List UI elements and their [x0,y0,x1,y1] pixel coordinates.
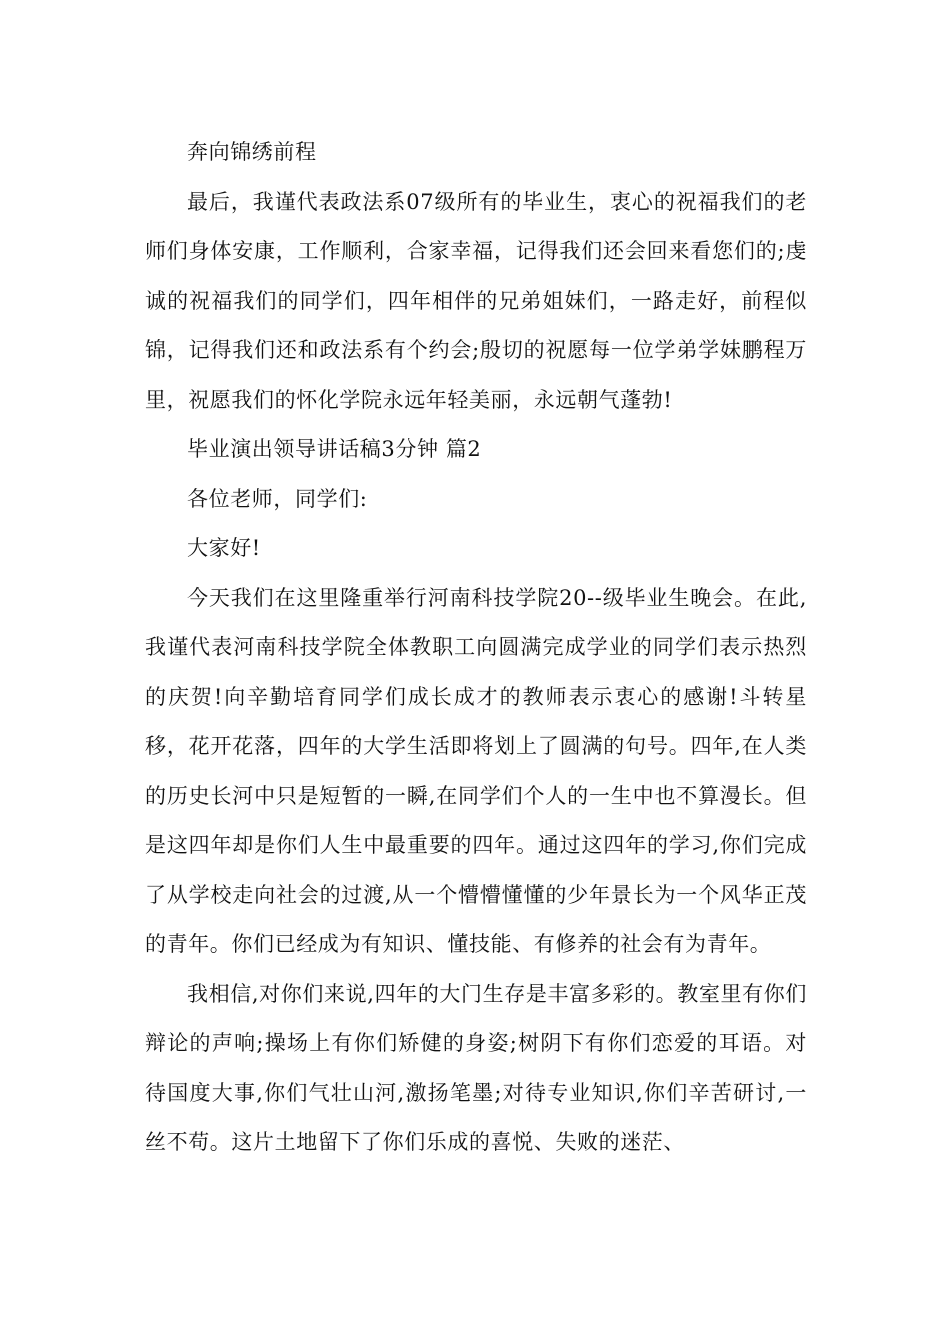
paragraph-salutation: 各位老师，同学们: [187,486,368,511]
document-body [145,128,807,1168]
paragraph-campus-life: 我相信,对你们来说,四年的大门生存是丰富多彩的。教室里有你们辩论的声响;操场上有你们矫健的身姿;树阴下有你们恋爱的耳语。对待国度大事,你们气壮山河,激扬笔墨;对待专业知识,你们辛苦研讨,一丝不苟。这片土地留下了你们乐成的喜悦、失败的迷茫、 [145,981,807,1154]
paragraph-section-title: 毕业演出领导讲话稿3分钟 篇2 [187,437,482,461]
paragraph-main-speech: 今天我们在这里隆重举行河南科技学院20--级毕业生晚会。在此,我谨代表河南科技学院全体教职工向圆满完成学业的同学们表示热烈的庆贺!向辛勤培育同学们成长成才的教师表示衷心的感谢!斗转星移，花开花落，四年的大学生活即将划上了圆满的句号。四年,在人类的历史长河中只是短暂的一瞬,在同学们个人的一生中也不算漫长。但是这四年却是你们人生中最重要的四年。通过这四年的学习,你们完成了从学校走向社会的过渡,从一个懵懵懂懂的少年景长为一个风华正茂的青年。你们已经成为有知识、懂技能、有修养的社会有为青年。 [145,585,807,956]
paragraph-closing-wishes: 最后，我谨代表政法系07级所有的毕业生，衷心的祝福我们的老师们身体安康，工作顺利，合家幸福，记得我们还会回来看您们的;虔诚的祝福我们的同学们，四年相伴的兄弟姐妹们，一路走好，前程似锦，记得我们还和政法系有个约会;殷切的祝愿每一位学弟学妹鹏程万里，祝愿我们的怀化学院永远年轻美丽，永远朝气蓬勃! [145,189,807,412]
paragraph-greeting: 大家好! [187,536,261,560]
paragraph-heading-continuation: 奔向锦绣前程 [187,140,317,164]
